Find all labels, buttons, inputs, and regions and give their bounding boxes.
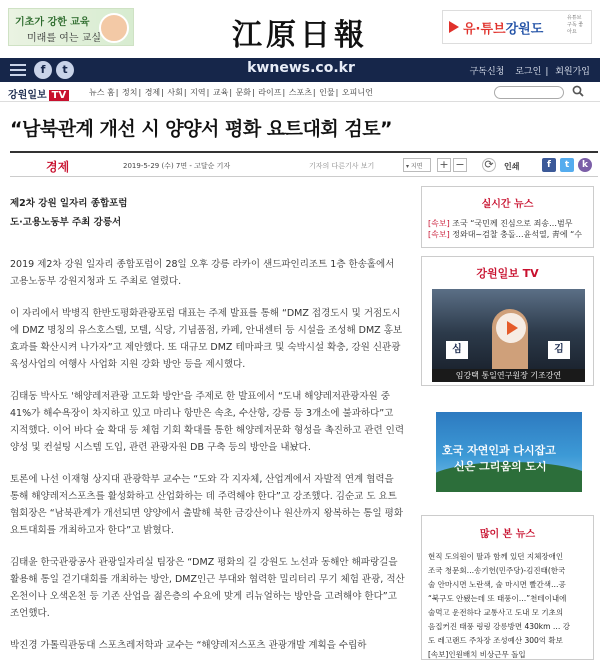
nav-society[interactable]: 사회	[167, 88, 183, 97]
ad-banner-education[interactable]	[8, 8, 134, 46]
article-byline: 2019-5-29 (수) 7면 - 고달순 기자	[123, 162, 231, 170]
search-input[interactable]	[494, 86, 564, 99]
tv-title: 강원일보 TV	[476, 267, 539, 280]
hamburger-menu-icon[interactable]	[10, 64, 26, 76]
realtime-news-title: 실시간 뉴스	[481, 199, 534, 210]
ad-banner-youtube[interactable]	[442, 10, 592, 44]
play-button-icon[interactable]	[496, 313, 526, 343]
category-navigation	[0, 82, 600, 102]
article-paragraph: 박진경 가톨릭관동대 스포츠레저학과 교수는 “해양레저스포츠 관광개발 계획을 수립하	[10, 640, 367, 651]
subscribe-link[interactable]: 구독신청	[469, 67, 505, 77]
ad-left-line2: 미래를 여는 교실	[27, 33, 101, 44]
search-icon[interactable]	[572, 85, 584, 97]
nav-culture[interactable]: 문화	[235, 88, 252, 97]
video-caption[interactable]: 임강택 통일연구원장 기조강연	[432, 369, 585, 382]
site-domain[interactable]: kwnews.co.kr	[247, 60, 355, 76]
kakao-share-icon[interactable]: k	[578, 158, 592, 172]
popular-news-item[interactable]: 조국 청문회…송기헌(민주당)-김진태(한국	[428, 566, 566, 575]
breaking-news-item[interactable]	[422, 218, 593, 229]
nav-news-home[interactable]: 뉴스 홈	[89, 88, 115, 97]
top-navigation-bar	[0, 58, 600, 82]
popular-news-item[interactable]: 도 레고랜드 주차장 조성예산 300억 확보	[428, 636, 563, 645]
signup-link[interactable]: 회원가입	[555, 67, 590, 77]
popular-news-item[interactable]: 현직 도의원이 딸과 함께 있던 지체장애인	[428, 552, 564, 561]
article-subtitle-2: 도·고용노동부 주최 강릉서	[10, 217, 122, 228]
account-links: 구독신청 로그인 | 회원가입	[466, 64, 594, 77]
section-label[interactable]: 경제	[46, 160, 70, 174]
nav-economy[interactable]: 경제	[144, 88, 161, 97]
nav-education[interactable]: 교육	[212, 88, 229, 97]
ad-right-sub: 유튜브 구독 좋아요	[567, 15, 584, 35]
site-logo[interactable]: 江原日報	[232, 18, 368, 53]
tv-box	[421, 256, 594, 386]
popular-news-item[interactable]: 음집커진 태풍 링링 강릉방면 430km … 강	[428, 622, 570, 631]
nav-region[interactable]: 지역	[190, 88, 206, 97]
video-thumbnail[interactable]	[432, 289, 585, 369]
twitter-icon[interactable]: t	[56, 61, 74, 79]
name-sign-right: 김	[548, 341, 570, 359]
nav-people[interactable]: 인물	[319, 88, 335, 97]
breaking-tag: [속보]	[428, 219, 450, 228]
article-paragraph: 김태윤 한국관광공사 관광일자리실 팀장은 “DMZ 평화의 길 강원도 노선과 동해안 해파랑길을 활용해 통일 걷기대회를 개최하는 방안, DMZ인근 부대와 협력한 밀리터리 무기 체험 관광, 적산온천이나 오색온천 등 기존 산업을 젊은층의 수요에 맞게 리뉴얼하는 방안을 고려해야 한다”고 조언했다.	[10, 557, 405, 619]
font-select[interactable]: ▾ 지면	[403, 158, 431, 172]
article-paragraph: 토론에 나선 이재형 상지대 관광학부 교수는 “도와 각 지자체, 산업계에서 자발적 연계 협력을 통해 해양레저스포츠를 활성화하고 산업화하는 데 주력해야 한다”고 강조했다. 김순교 도 요트협회장은 “남북관계가 개선되면 양양에서 출발해 북한 금강산이나 원산까지 왕복하는 통일 평화 요트대회를 개최하고자 한다”고 밝혔다.	[10, 474, 404, 536]
font-decrease-button[interactable]: −	[453, 158, 467, 172]
masthead	[0, 0, 600, 58]
breaking-tag: [속보]	[428, 230, 450, 239]
popular-news-item[interactable]: “북구도 안됐는데 또 태풍이…”천테이내에	[428, 594, 567, 603]
ad-left-line1: 기초가 강한 교육	[15, 17, 90, 28]
article-toolbar	[10, 151, 598, 177]
article-paragraph: 이 자리에서 박병직 한반도평화관광포럼 대표는 주제 발표를 통해 “DMZ 접경도시 및 거점도시에 DMZ 명칭의 유스호스텔, 모텔, 식당, 기념품점, 카페, 안내센터 등 시설을 조성해 DMZ 홍보 효과를 확산시켜 나가자”고 제안했다. 또 대규모 DMZ 테마파크 및 숙박시설 확충, 강원 신관광 육성사업의 여행사 사업화 지원 강화 방안 등을 제시했다.	[10, 308, 403, 370]
twitter-share-icon[interactable]: t	[560, 158, 574, 172]
ad-right-red: 유·튜브	[463, 22, 506, 37]
brand-name: 강원일보	[8, 90, 47, 101]
banner-line1: 호국 자연인과 다시잡고	[442, 444, 556, 457]
refresh-icon[interactable]: ⟳	[482, 158, 496, 172]
facebook-share-icon[interactable]: f	[542, 158, 556, 172]
ad-right-title	[463, 18, 543, 37]
ad-right-blue: 강원도	[505, 22, 544, 37]
popular-news-list	[422, 550, 593, 662]
tourism-banner[interactable]	[436, 412, 582, 492]
article-paragraph: 2019 제2차 강원 일자리 종합포럼이 28일 오후 강릉 라카이 샌드파인리조트 1층 한송홀에서 고용노동부 강원지청과 도 주최로 열렸다.	[10, 259, 395, 287]
nav-politics[interactable]: 정치	[121, 88, 138, 97]
breaking-news-item[interactable]	[422, 229, 593, 240]
facebook-icon[interactable]: f	[34, 61, 52, 79]
article-subtitle-1: 제2차 강원 일자리 종합포럼	[10, 198, 128, 209]
popular-news-title: 많이 본 뉴스	[479, 529, 536, 540]
breaking-text: 조국 “국민께 진심으로 죄송…범무	[449, 219, 573, 228]
name-sign-left: 심	[446, 341, 468, 359]
login-link[interactable]: 로그인	[515, 67, 542, 77]
banner-line2: 신은 그리움의 도시	[454, 460, 547, 473]
font-increase-button[interactable]: +	[437, 158, 451, 172]
play-icon	[449, 21, 459, 33]
child-photo-icon	[99, 13, 129, 43]
realtime-news-box	[421, 186, 594, 248]
article-body	[10, 194, 405, 654]
nav-life[interactable]: 라이프	[258, 88, 282, 97]
popular-news-item[interactable]: 술 안마시면 노란색, 술 마시면 빨간색…공	[428, 580, 566, 589]
print-button[interactable]: 인쇄	[504, 162, 520, 171]
popular-news-item[interactable]: 술먹고 운전하다 교통사고 도내 모 기초의	[428, 608, 564, 617]
category-menu: 뉴스 홈| 정치| 경제| 사회| 지역| 교육| 문화| 라이프| 스포츠| 인물| 오피니언	[89, 88, 373, 97]
nav-opinion[interactable]: 오피니언	[341, 88, 373, 97]
popular-news-box	[421, 515, 594, 660]
other-articles-link[interactable]: 기자의 다른기사 보기	[309, 162, 375, 170]
popular-news-item[interactable]: [속보]인원배치 비상근무 돌입	[428, 650, 526, 659]
article-paragraph: 김태동 박사도 '해양레저관광 고도화 방안'을 주제로 한 발표에서 “도내 해양레저관광자원 중 41%가 해수욕장이 차지하고 있고 마리나 항만은 속초, 수산항, 강릉 등 3개소에 불과하다”고 지적했다. 이어 바다 숲 확대 등 체험 기회 확대를 통한 해양레저문화 형성을 촉진하고 관련 인력 양성 및 컨설팅 시스템 도입, 관련 관광자원 DB 구축 등의 방안을 내놨다.	[10, 391, 405, 453]
breaking-text: 정와대~검찰 충돌…윤석열, 靑에 “수	[449, 230, 583, 239]
nav-sports[interactable]: 스포츠	[288, 88, 312, 97]
brand-tv-badge: TV	[49, 90, 70, 101]
brand-link[interactable]	[8, 86, 69, 101]
article-headline: “남북관계 개선 시 양양서 평화 요트대회 검토”	[10, 118, 393, 140]
